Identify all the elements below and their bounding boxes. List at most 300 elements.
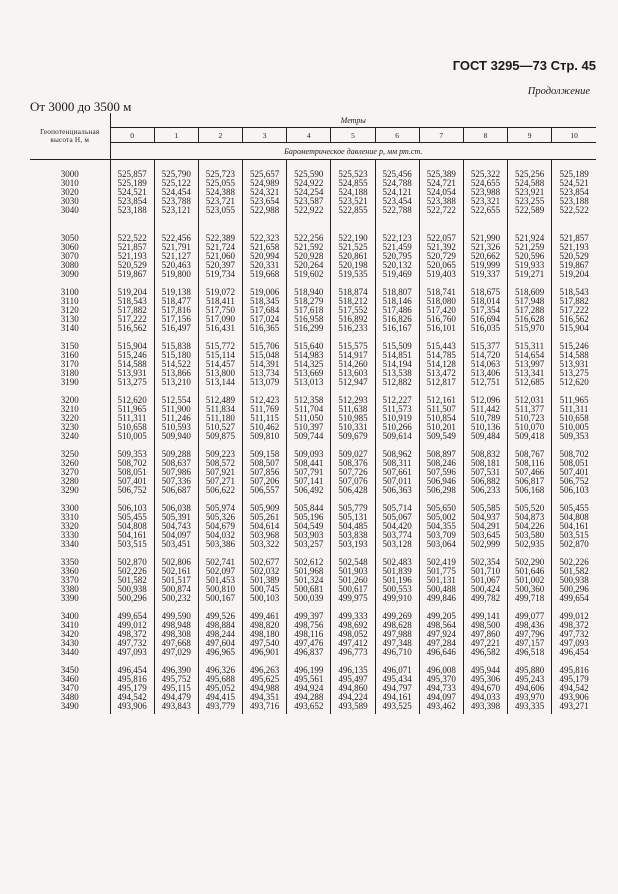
pressure-cell <box>331 228 375 282</box>
pressure-value: 504,291 <box>470 520 501 531</box>
pressure-value: 516,299 <box>294 322 324 333</box>
pressure-value: 513,275 <box>117 376 147 387</box>
pressure-value: 514,522 <box>161 358 191 369</box>
pressure-cell <box>419 282 463 336</box>
pressure-value: 516,365 <box>249 322 280 333</box>
pressure-value: 515,114 <box>205 349 235 360</box>
pressure-value: 522,389 <box>205 232 236 243</box>
pressure-value: 518,014 <box>470 295 501 306</box>
pressure-value: 523,721 <box>205 196 236 206</box>
pressure-value: 525,456 <box>382 169 412 179</box>
pressure-value: 499,333 <box>338 610 368 621</box>
pressure-value: 519,800 <box>161 268 191 279</box>
pressure-value: 507,921 <box>205 466 236 477</box>
pressure-cell <box>331 552 375 606</box>
pressure-value: 496,071 <box>382 664 412 675</box>
pressure-value: 512,489 <box>205 394 236 405</box>
pressure-value: 500,039 <box>294 592 324 603</box>
pressure-value: 520,994 <box>249 250 280 261</box>
pressure-value: 525,322 <box>470 169 501 179</box>
pressure-value: 501,839 <box>382 565 412 576</box>
pressure-value: 496,710 <box>382 646 412 657</box>
pressure-value: 500,424 <box>470 583 501 594</box>
pressure-value: 515,443 <box>426 340 456 351</box>
pressure-value: 518,345 <box>249 295 280 306</box>
pressure-value: 514,983 <box>294 349 324 360</box>
pressure-value: 507,791 <box>294 466 324 477</box>
pressure-value: 516,826 <box>382 313 412 324</box>
pressure-value: 524,121 <box>382 187 412 197</box>
table-row <box>30 160 596 228</box>
pressure-value: 509,353 <box>117 448 147 459</box>
pressure-value: 512,293 <box>338 394 368 405</box>
pressure-value: 504,808 <box>117 520 147 531</box>
pressure-value: 523,188 <box>117 205 147 215</box>
pressure-cell <box>552 336 596 390</box>
pressure-cell <box>419 660 463 714</box>
pressure-value: 523,188 <box>559 196 589 206</box>
pressure-value: 514,325 <box>294 358 324 369</box>
pressure-value: 502,290 <box>515 556 545 567</box>
pressure-value: 513,538 <box>382 367 412 378</box>
column-header-0: 0 <box>110 128 154 143</box>
pressure-value: 511,115 <box>250 412 279 423</box>
pressure-value: 508,832 <box>470 448 501 459</box>
height-value: 3170 <box>60 358 79 369</box>
pressure-value: 507,986 <box>161 466 191 477</box>
pressure-value: 495,179 <box>117 682 147 693</box>
pressure-cell <box>154 390 198 444</box>
height-value: 3200 <box>60 394 79 405</box>
pressure-value: 521,525 <box>338 241 368 252</box>
pressure-value: 499,269 <box>382 610 412 621</box>
height-value: 3130 <box>60 313 79 324</box>
pressure-value: 498,884 <box>205 619 236 630</box>
pressure-value: 508,181 <box>470 457 501 468</box>
height-value: 3180 <box>60 367 79 378</box>
pressure-value: 506,363 <box>382 484 412 495</box>
pressure-value: 514,588 <box>559 349 589 360</box>
column-header-9: 9 <box>508 128 552 143</box>
pressure-value: 512,358 <box>294 394 324 405</box>
pressure-value: 520,397 <box>205 259 236 270</box>
table-row <box>30 498 596 552</box>
pressure-value: 523,321 <box>470 196 501 206</box>
pressure-value: 510,266 <box>382 421 412 432</box>
pressure-value: 507,531 <box>470 466 501 477</box>
pressure-value: 521,924 <box>515 232 545 243</box>
pressure-value: 517,618 <box>294 304 324 315</box>
pressure-value: 496,518 <box>515 646 545 657</box>
pressure-cell <box>287 660 331 714</box>
pressure-cell <box>463 606 507 660</box>
pressure-value: 521,459 <box>382 241 412 252</box>
pressure-value: 522,522 <box>117 232 147 243</box>
pressure-value: 525,122 <box>161 178 191 188</box>
pressure-value: 505,585 <box>470 502 501 513</box>
pressure-value: 505,261 <box>249 511 280 522</box>
pressure-value: 513,866 <box>161 367 191 378</box>
pressure-value: 519,204 <box>559 268 589 279</box>
pressure-value: 499,846 <box>426 592 456 603</box>
table-body <box>30 160 596 714</box>
pressure-value: 494,351 <box>249 691 280 702</box>
pressure-value: 521,060 <box>205 250 236 261</box>
pressure-value: 505,455 <box>117 511 147 522</box>
pressure-cell <box>463 390 507 444</box>
pressure-value: 493,906 <box>559 691 589 702</box>
pressure-value: 495,115 <box>161 682 191 693</box>
pressure-value: 516,233 <box>338 322 368 333</box>
pressure-cell <box>552 606 596 660</box>
pressure-value: 507,661 <box>382 466 412 477</box>
pressure-value: 524,454 <box>161 187 191 197</box>
page-title: ГОСТ 3295—73 Стр. 45 <box>452 58 596 73</box>
pressure-value: 517,024 <box>249 313 280 324</box>
pressure-cell <box>419 498 463 552</box>
pressure-value: 503,193 <box>338 538 368 549</box>
pressure-value: 525,189 <box>559 169 589 179</box>
pressure-cell <box>331 660 375 714</box>
pressure-value: 505,844 <box>294 502 324 513</box>
height-value: 3090 <box>60 268 79 279</box>
pressure-value: 500,745 <box>249 583 280 594</box>
pressure-value: 506,687 <box>161 484 191 495</box>
column-header-row <box>30 128 596 143</box>
pressure-value: 520,132 <box>382 259 412 270</box>
height-cell <box>30 282 110 336</box>
pressure-value: 506,882 <box>470 475 501 486</box>
pressure-value: 524,521 <box>559 178 589 188</box>
pressure-value: 502,870 <box>559 538 589 549</box>
pressure-cell <box>154 336 198 390</box>
pressure-cell <box>154 444 198 498</box>
pressure-value: 494,733 <box>426 682 456 693</box>
pressure-value: 523,854 <box>117 196 147 206</box>
pressure-cell <box>552 390 596 444</box>
pressure-value: 520,729 <box>426 250 456 261</box>
pressure-value: 505,455 <box>559 502 589 513</box>
pressure-value: 505,391 <box>161 511 191 522</box>
pressure-value: 511,507 <box>426 403 456 414</box>
column-header-5: 5 <box>331 128 375 143</box>
pressure-value: 501,775 <box>426 565 456 576</box>
pressure-value: 496,199 <box>294 664 324 675</box>
pressure-value: 514,851 <box>382 349 412 360</box>
pressure-value: 506,298 <box>426 484 456 495</box>
height-value: 3440 <box>60 646 79 657</box>
pressure-value: 512,031 <box>515 394 545 405</box>
pressure-value: 515,575 <box>338 340 368 351</box>
pressure-cell <box>463 498 507 552</box>
pressure-value: 511,246 <box>161 412 191 423</box>
pressure-value: 515,180 <box>161 349 191 360</box>
pressure-value: 501,389 <box>249 574 280 585</box>
pressure-value: 513,406 <box>470 367 501 378</box>
pressure-cell <box>419 336 463 390</box>
pressure-value: 508,962 <box>382 448 412 459</box>
height-column-header: Геопотенциальная высота H, м <box>30 113 110 160</box>
pressure-value: 505,326 <box>205 511 236 522</box>
pressure-value: 521,193 <box>559 241 589 252</box>
pressure-value: 501,582 <box>559 565 589 576</box>
pressure-value: 519,602 <box>294 268 324 279</box>
pressure-value: 513,931 <box>117 367 147 378</box>
pressure-value: 518,609 <box>515 286 545 297</box>
pressure-value: 516,101 <box>426 322 456 333</box>
pressure-value: 502,935 <box>515 538 545 549</box>
pressure-cell <box>287 606 331 660</box>
pressure-value: 518,543 <box>559 286 589 297</box>
pressure-value: 495,816 <box>117 673 147 684</box>
height-value: 3190 <box>60 376 79 387</box>
pressure-cell <box>552 228 596 282</box>
pressure-value: 510,462 <box>249 421 280 432</box>
pressure-value: 516,892 <box>338 313 368 324</box>
table-row <box>30 444 596 498</box>
pressure-value: 517,222 <box>117 313 147 324</box>
pressure-value: 497,732 <box>559 628 589 639</box>
pressure-cell <box>331 336 375 390</box>
pressure-value: 506,817 <box>515 475 545 486</box>
pressure-value: 498,436 <box>515 619 545 630</box>
pressure-value: 493,335 <box>515 700 545 711</box>
pressure-value: 514,260 <box>338 358 368 369</box>
pressure-value: 518,279 <box>294 295 324 306</box>
pressure-value: 515,706 <box>249 340 280 351</box>
pressure-value: 518,080 <box>426 295 456 306</box>
height-value: 3390 <box>60 592 79 603</box>
pressure-value: 509,744 <box>294 430 324 441</box>
pressure-value: 522,589 <box>515 205 545 215</box>
pressure-value: 502,677 <box>249 556 280 567</box>
pressure-value: 494,288 <box>294 691 324 702</box>
pressure-value: 493,652 <box>294 700 324 711</box>
table-row <box>30 282 596 336</box>
pressure-value: 510,985 <box>338 412 368 423</box>
height-value: 3250 <box>60 448 79 459</box>
pressure-value: 515,311 <box>515 340 545 351</box>
pressure-value: 496,454 <box>559 646 589 657</box>
pressure-value: 508,376 <box>338 457 368 468</box>
pressure-value: 515,838 <box>161 340 191 351</box>
pressure-value: 519,469 <box>382 268 412 279</box>
pressure-value: 517,420 <box>426 304 456 315</box>
pressure-value: 497,221 <box>470 637 501 648</box>
pressure-value: 512,620 <box>559 376 589 387</box>
pressure-value: 510,070 <box>515 421 545 432</box>
pressure-value: 518,741 <box>426 286 456 297</box>
pressure-value: 506,752 <box>117 484 147 495</box>
pressure-value: 510,201 <box>426 421 456 432</box>
pressure-table <box>30 113 596 714</box>
pressure-cell <box>154 228 198 282</box>
pressure-value: 498,564 <box>426 619 456 630</box>
pressure-value: 499,654 <box>559 592 589 603</box>
pressure-value: 514,391 <box>249 358 280 369</box>
pressure-cell <box>419 444 463 498</box>
pressure-value: 522,190 <box>338 232 368 243</box>
pressure-value: 511,311 <box>559 403 589 414</box>
pressure-value: 521,791 <box>161 241 191 252</box>
pressure-value: 501,324 <box>294 574 324 585</box>
pressure-value: 496,582 <box>470 646 501 657</box>
pressure-value: 506,752 <box>559 475 589 486</box>
pressure-value: 510,723 <box>515 412 545 423</box>
pressure-value: 520,529 <box>559 250 589 261</box>
pressure-value: 509,418 <box>515 430 545 441</box>
pressure-value: 522,988 <box>249 205 280 215</box>
pressure-value: 511,638 <box>338 403 368 414</box>
pressure-value: 509,614 <box>382 430 412 441</box>
pressure-value: 507,401 <box>117 475 147 486</box>
pressure-value: 515,904 <box>559 322 589 333</box>
pressure-value: 522,123 <box>382 232 412 243</box>
pressure-cell <box>375 498 419 552</box>
pressure-cell <box>287 228 331 282</box>
pressure-cell <box>243 498 287 552</box>
height-value: 3330 <box>60 529 79 540</box>
pressure-cell <box>198 228 242 282</box>
pressure-value: 519,999 <box>470 259 501 270</box>
pressure-value: 522,788 <box>382 205 412 215</box>
pressure-value: 500,553 <box>382 583 412 594</box>
pressure-value: 499,012 <box>117 619 147 630</box>
pressure-value: 495,880 <box>515 664 545 675</box>
pressure-cell <box>154 606 198 660</box>
pressure-value: 523,388 <box>426 196 456 206</box>
pressure-value: 525,723 <box>205 169 236 179</box>
pressure-value: 505,520 <box>515 502 545 513</box>
pressure-value: 502,419 <box>426 556 456 567</box>
height-cell <box>30 552 110 606</box>
pressure-cell <box>198 336 242 390</box>
pressure-cell <box>375 336 419 390</box>
pressure-cell <box>552 160 596 228</box>
height-value: 3020 <box>60 187 79 197</box>
height-value: 3430 <box>60 637 79 648</box>
pressure-value: 493,525 <box>382 700 412 711</box>
pressure-value: 509,549 <box>426 430 456 441</box>
pressure-cell <box>463 660 507 714</box>
pressure-value: 499,461 <box>249 610 280 621</box>
pressure-value: 505,196 <box>294 511 324 522</box>
pressure-value: 495,752 <box>161 673 191 684</box>
pressure-value: 525,523 <box>338 169 368 179</box>
pressure-cell <box>154 552 198 606</box>
pressure-value: 510,919 <box>382 412 412 423</box>
pressure-value: 496,454 <box>117 664 147 675</box>
pressure-value: 513,669 <box>294 367 324 378</box>
pressure-value: 500,167 <box>205 592 236 603</box>
pressure-value: 525,857 <box>117 169 147 179</box>
pressure-value: 521,857 <box>559 232 589 243</box>
pressure-value: 499,141 <box>470 610 501 621</box>
pressure-value: 522,922 <box>294 205 324 215</box>
pressure-cell <box>508 282 552 336</box>
pressure-cell <box>243 660 287 714</box>
pressure-value: 509,158 <box>249 448 280 459</box>
height-value: 3010 <box>60 178 79 188</box>
pressure-value: 511,050 <box>294 412 324 423</box>
pressure-value: 516,628 <box>515 313 545 324</box>
pressure-value: 499,397 <box>294 610 324 621</box>
pressure-value: 495,370 <box>426 673 456 684</box>
pressure-value: 524,388 <box>205 187 236 197</box>
pressure-value: 518,212 <box>338 295 368 306</box>
pressure-value: 498,308 <box>161 628 191 639</box>
pressure-value: 499,718 <box>515 592 545 603</box>
pressure-value: 522,256 <box>294 232 324 243</box>
pressure-value: 521,392 <box>426 241 456 252</box>
pressure-value: 508,311 <box>382 457 412 468</box>
pressure-value: 519,933 <box>515 259 545 270</box>
pressure-cell <box>463 160 507 228</box>
pressure-value: 497,476 <box>294 637 324 648</box>
pressure-value: 503,968 <box>249 529 280 540</box>
pressure-value: 501,453 <box>205 574 236 585</box>
pressure-value: 521,724 <box>205 241 236 252</box>
pressure-value: 515,246 <box>117 349 147 360</box>
height-value: 3340 <box>60 538 79 549</box>
pressure-cell <box>110 282 154 336</box>
pressure-value: 504,873 <box>515 511 545 522</box>
pressure-value: 510,658 <box>559 412 589 423</box>
pressure-value: 505,909 <box>249 502 280 513</box>
pressure-value: 493,779 <box>205 700 236 711</box>
pressure-cell <box>419 606 463 660</box>
pressure-value: 497,412 <box>338 637 368 648</box>
height-value: 3160 <box>60 349 79 360</box>
pressure-cell <box>419 160 463 228</box>
height-cell <box>30 160 110 228</box>
pressure-value: 516,562 <box>559 313 589 324</box>
pressure-value: 509,875 <box>205 430 236 441</box>
pressure-value: 512,751 <box>470 376 501 387</box>
pressure-value: 511,180 <box>205 412 235 423</box>
height-value: 3460 <box>60 673 79 684</box>
pressure-value: 495,243 <box>515 673 545 684</box>
pressure-value: 501,646 <box>515 565 545 576</box>
pressure-cell <box>375 444 419 498</box>
pressure-value: 497,093 <box>117 646 147 657</box>
pressure-value: 495,944 <box>470 664 501 675</box>
pressure-value: 517,882 <box>117 304 147 315</box>
pressure-value: 502,741 <box>205 556 236 567</box>
pressure-value: 507,466 <box>515 466 545 477</box>
pressure-value: 517,288 <box>515 304 545 315</box>
pressure-value: 500,617 <box>338 583 368 594</box>
pressure-value: 495,625 <box>249 673 280 684</box>
pressure-cell <box>552 660 596 714</box>
pressure-value: 523,454 <box>382 196 412 206</box>
pressure-value: 500,103 <box>249 592 280 603</box>
pressure-value: 516,958 <box>294 313 324 324</box>
pressure-value: 512,554 <box>161 394 191 405</box>
pressure-value: 508,572 <box>205 457 236 468</box>
pressure-value: 524,989 <box>249 178 280 188</box>
pressure-cell <box>375 606 419 660</box>
pressure-value: 513,800 <box>205 367 236 378</box>
column-header-6: 6 <box>375 128 419 143</box>
height-value: 3290 <box>60 484 79 495</box>
pressure-value: 500,938 <box>559 574 589 585</box>
pressure-value: 516,694 <box>470 313 501 324</box>
pressure-value: 504,614 <box>249 520 280 531</box>
pressure-value: 503,774 <box>382 529 412 540</box>
pressure-cell <box>287 282 331 336</box>
height-value: 3240 <box>60 430 79 441</box>
